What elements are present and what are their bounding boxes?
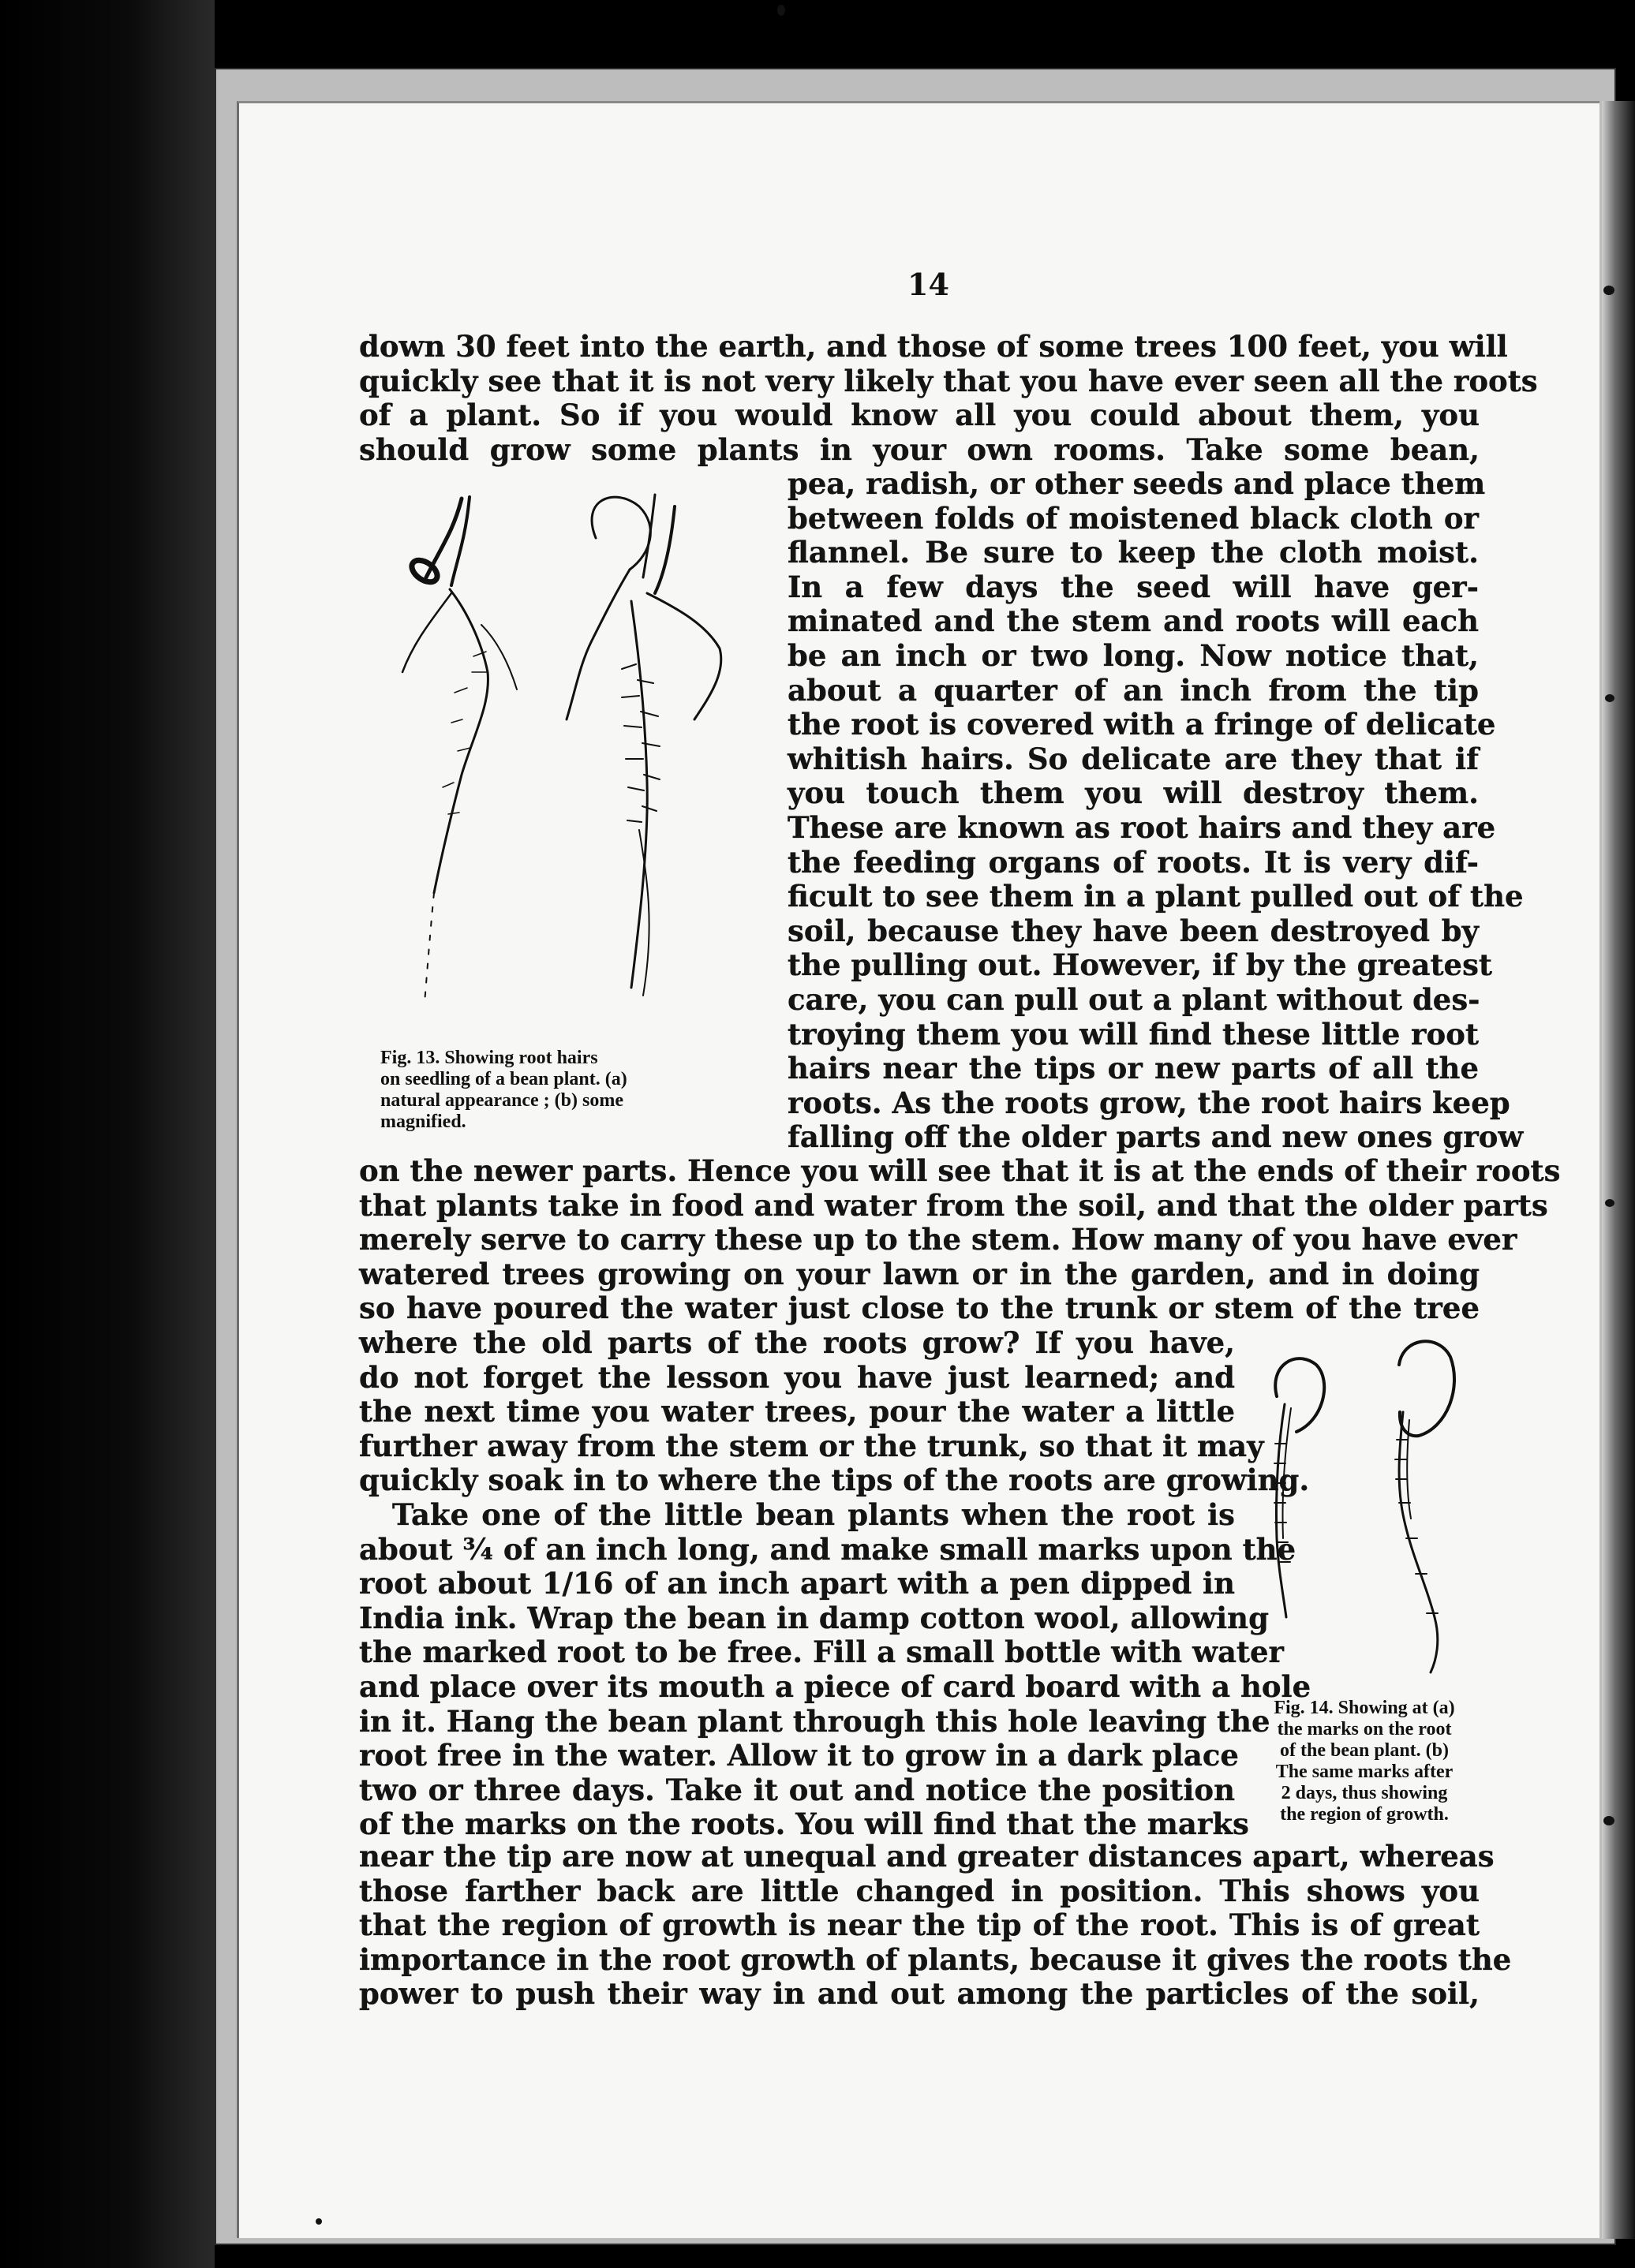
root-a-lower <box>425 893 434 1003</box>
bean-stem-b <box>643 495 655 577</box>
bean-outline-b <box>1399 1341 1454 1436</box>
text-line: importance in the root growth of plants, because it gives the roots the <box>359 1941 1512 1977</box>
caption-line: the marks on the root <box>1277 1719 1452 1739</box>
text-line: the next time you water trees, pour the water a little <box>359 1394 1235 1429</box>
text-line: hairs near the tips or new parts of all the <box>788 1051 1479 1086</box>
text-line: about a quarter of an inch from the tip <box>788 672 1479 708</box>
figure-13-root-hairs <box>379 483 773 1035</box>
paragraph-left-of-figure <box>359 1325 1311 1842</box>
text-line: pea, radish, or other seeds and place them <box>788 466 1486 501</box>
text-line: merely serve to carry these up to the stem. How many of you have ever <box>359 1222 1517 1257</box>
ink-speck <box>1605 1199 1614 1207</box>
text-line: the feeding organs of roots. It is very dif- <box>788 844 1479 880</box>
bean-outline-b <box>592 497 650 570</box>
ink-speck <box>316 2218 322 2225</box>
ink-speck <box>1605 694 1614 702</box>
text-line: those farther back are little changed in position. This shows you <box>359 1873 1480 1908</box>
text-line: further away from the stem or the trunk, so that it may <box>359 1428 1264 1463</box>
root-a-branch2 <box>481 625 517 689</box>
text-line: on the newer parts. Hence you will see that it is at the ends of their roots <box>359 1153 1561 1188</box>
text-line: you touch them you will destroy them. <box>788 775 1479 811</box>
text-line: power to push their way in and out among the particles of the soil, <box>359 1976 1480 2012</box>
ink-speck <box>777 5 785 16</box>
caption-line: on seedling of a bean plant. (a) <box>380 1069 627 1089</box>
caption-line: 2 days, thus showing <box>1281 1783 1448 1803</box>
page-number: 14 <box>907 267 949 302</box>
caption-line: of the bean plant. (b) <box>1279 1740 1450 1761</box>
bean-stem-a2 <box>451 497 470 585</box>
root-b-marks <box>1395 1440 1438 1613</box>
paragraph-right-of-figure <box>788 466 1524 1155</box>
text-line: whitish hairs. So delicate are they that if <box>788 741 1479 776</box>
text-line: down 30 feet into the earth, and those of some trees 100 feet, you will <box>359 329 1508 364</box>
text-line: falling off the older parts and new ones grow <box>788 1119 1524 1155</box>
text-line: root free in the water. Allow it to grow in a dark place <box>359 1738 1239 1773</box>
text-line: near the tip are now at unequal and greater distances apart, whereas <box>359 1839 1495 1874</box>
text-line: India ink. Wrap the bean in damp cotton wool, allowing <box>359 1600 1269 1635</box>
root-b-main <box>567 570 630 719</box>
figure-14-growth-marks <box>1253 1333 1490 1680</box>
text-line: should grow some plants in your own rooms. Take some bean, <box>359 432 1480 467</box>
text-line: roots. As the roots grow, the root hairs keep <box>788 1085 1510 1120</box>
text-line: the marked root to be free. Fill a small bottle with water <box>359 1635 1285 1670</box>
text-line: care, you can pull out a plant without des- <box>788 981 1480 1017</box>
text-line: do not forget the lesson you have just learned; and <box>359 1359 1235 1395</box>
book-spine-shadow <box>0 0 215 2268</box>
root-a-branch <box>402 593 451 672</box>
figure-13-caption <box>380 1048 737 1133</box>
text-line: about ¾ of an inch long, and make small marks upon the <box>359 1531 1296 1567</box>
root-b-right <box>647 593 721 719</box>
ink-speck <box>1603 1816 1614 1825</box>
root-b <box>1399 1412 1438 1672</box>
text-line: where the old parts of the roots grow? If you have, <box>359 1325 1235 1360</box>
caption-line: Fig. 14. Showing at (a) <box>1274 1698 1455 1718</box>
paragraph-top <box>359 329 1538 467</box>
text-line: quickly soak in to where the tips of the roots are growing. <box>359 1463 1310 1498</box>
text-line: be an inch or two long. Now notice that, <box>788 637 1479 673</box>
text-line: in it. Hang the bean plant through this hole leaving the <box>359 1703 1270 1739</box>
root-a-main <box>434 589 488 893</box>
ink-speck <box>1603 286 1614 295</box>
text-line: watered trees growing on your lawn or in the garden, and in doing <box>359 1256 1480 1291</box>
text-line: ficult to see them in a plant pulled out of the <box>788 879 1524 914</box>
text-line: that plants take in food and water from the soil, and that the older parts <box>359 1187 1548 1223</box>
text-line: Take one of the little bean plants when the root is <box>392 1496 1235 1532</box>
text-line: In a few days the seed will have ger- <box>788 569 1479 604</box>
text-line: so have poured the water just close to the trunk or stem of the tree <box>359 1291 1480 1326</box>
text-line: between folds of moistened black cloth or <box>788 500 1479 536</box>
root-a <box>1276 1404 1286 1617</box>
page-right-edge <box>1602 101 1635 2239</box>
caption-line: the region of growth. <box>1280 1804 1449 1825</box>
text-line: quickly see that it is not very likely that you have ever seen all the roots <box>359 363 1538 398</box>
caption-line: magnified. <box>380 1112 466 1132</box>
text-line: flannel. Be sure to keep the cloth moist. <box>788 535 1479 570</box>
text-line: of a plant. So if you would know all you could about them, you <box>359 398 1480 433</box>
text-line: of the marks on the roots. You will find that the marks <box>359 1807 1249 1842</box>
caption-line: Fig. 13. Showing root hairs <box>380 1048 598 1068</box>
text-line: two or three days. Take it out and notice the position <box>359 1772 1235 1807</box>
text-line: soil, because they have been destroyed by <box>788 913 1479 948</box>
text-line: and place over its mouth a piece of card board with a hole <box>359 1668 1311 1704</box>
text-line: the pulling out. However, if by the greatest <box>788 947 1493 983</box>
text-line: These are known as root hairs and they are <box>788 809 1496 845</box>
text-line: minated and the stem and roots will each <box>788 603 1479 639</box>
root-b-magnified <box>631 601 647 988</box>
caption-line: natural appearance ; (b) some <box>380 1090 623 1111</box>
bean-stem-b2 <box>655 506 675 593</box>
figure-14-caption <box>1245 1698 1483 1825</box>
root-a-inner <box>1282 1408 1291 1538</box>
text-line: root about 1/16 of an inch apart with a pen dipped in <box>359 1566 1235 1601</box>
text-line: that the region of growth is near the tip of the root. This is of great <box>359 1907 1480 1943</box>
paragraph-bottom <box>359 1839 1512 2012</box>
text-line: the root is covered with a fringe of delicate <box>788 707 1496 742</box>
caption-line: The same marks after <box>1275 1762 1454 1782</box>
paragraph-full-width <box>359 1153 1561 1326</box>
root-a-hairs <box>443 652 486 814</box>
text-line: troying them you will find these little root <box>788 1016 1479 1052</box>
